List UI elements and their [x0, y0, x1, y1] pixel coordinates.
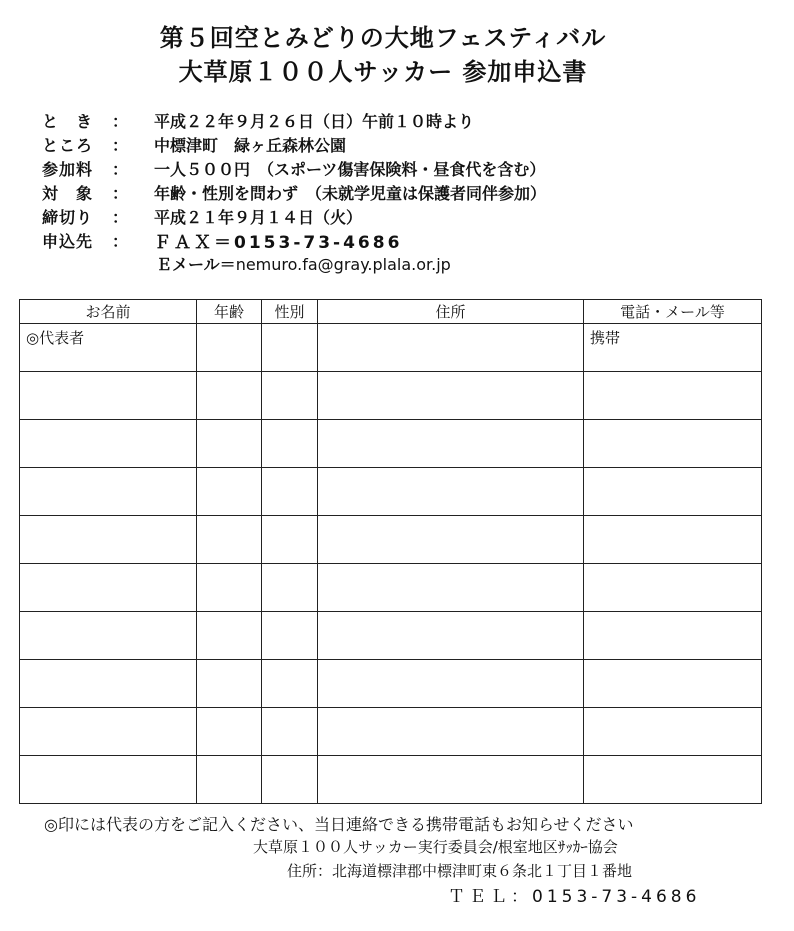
info-value: 年齢・性別を問わず （未就学児童は保護者同伴参加）: [154, 183, 547, 203]
name-cell[interactable]: [20, 372, 197, 420]
gender-cell[interactable]: [262, 516, 318, 564]
gender-cell[interactable]: [262, 756, 318, 804]
table-row: [20, 660, 762, 708]
address-cell[interactable]: [318, 372, 584, 420]
address-cell[interactable]: [318, 756, 584, 804]
info-label: 対 象: [42, 183, 94, 203]
gender-cell[interactable]: [262, 708, 318, 756]
name-cell[interactable]: [20, 756, 197, 804]
table-row: [20, 516, 762, 564]
header-address: 住所: [318, 300, 584, 324]
info-colon: ：: [112, 183, 129, 203]
gender-cell[interactable]: [262, 564, 318, 612]
gender-cell[interactable]: [262, 468, 318, 516]
age-cell[interactable]: [197, 564, 262, 612]
address-cell[interactable]: [318, 324, 584, 372]
gender-cell[interactable]: [262, 660, 318, 708]
representative-mark: ◎代表者: [26, 329, 85, 347]
info-value: 平成２１年９月１４日（火）: [154, 207, 363, 227]
contact-cell[interactable]: [584, 756, 762, 804]
gender-cell[interactable]: [262, 420, 318, 468]
contact-cell[interactable]: [584, 468, 762, 516]
contact-cell[interactable]: [584, 708, 762, 756]
info-label: 申込先: [42, 231, 94, 251]
table-row: [20, 612, 762, 660]
table-row: [20, 564, 762, 612]
header-name: お名前: [20, 300, 197, 324]
info-label: 参加料: [42, 159, 94, 179]
address-cell[interactable]: [318, 420, 584, 468]
contact-cell[interactable]: [584, 516, 762, 564]
address-cell[interactable]: [318, 708, 584, 756]
name-cell[interactable]: [20, 612, 197, 660]
gender-cell[interactable]: [262, 372, 318, 420]
name-cell[interactable]: [20, 324, 197, 372]
footer-note: ◎印には代表の方をご記入ください、当日連絡できる携帯電話もお知らせください: [44, 815, 634, 834]
age-cell[interactable]: [197, 708, 262, 756]
table-row: [20, 708, 762, 756]
info-value: 中標津町 緑ヶ丘森林公園: [154, 135, 347, 155]
email-label: Ｅメール＝: [156, 255, 236, 274]
table-row: [20, 372, 762, 420]
gender-cell[interactable]: [262, 324, 318, 372]
organizer: 大草原１００人サッカー実行委員会/根室地区ｻｯｶｰ協会: [253, 838, 618, 856]
gender-cell[interactable]: [262, 612, 318, 660]
age-cell[interactable]: [197, 660, 262, 708]
info-row-deadline: [42, 204, 546, 228]
table-row: [20, 420, 762, 468]
entry-table: [19, 299, 762, 804]
age-cell[interactable]: [197, 612, 262, 660]
info-row-fee: [42, 156, 546, 180]
name-cell[interactable]: [20, 420, 197, 468]
table-row-representative: [20, 324, 762, 372]
address-cell[interactable]: [318, 564, 584, 612]
info-row-apply: [42, 228, 546, 252]
contact-cell[interactable]: [584, 324, 762, 372]
mobile-label: 携帯: [590, 329, 621, 347]
info-colon: ：: [112, 135, 129, 155]
organizer-address: 住所：北海道標津郡中標津町東６条北１丁目１番地: [287, 862, 633, 880]
contact-cell[interactable]: [584, 660, 762, 708]
table-row: [20, 468, 762, 516]
email-address: nemuro.fa@gray.plala.or.jp: [235, 255, 451, 274]
address-cell[interactable]: [318, 612, 584, 660]
name-cell[interactable]: [20, 564, 197, 612]
form-title: 第５回空とみどりの大地フェスティバル: [159, 24, 607, 52]
name-cell[interactable]: [20, 468, 197, 516]
info-value: 一人５００円 （スポーツ傷害保険料・昼食代を含む）: [154, 159, 546, 179]
age-cell[interactable]: [197, 324, 262, 372]
name-cell[interactable]: [20, 516, 197, 564]
contact-cell[interactable]: [584, 420, 762, 468]
contact-cell[interactable]: [584, 372, 762, 420]
age-cell[interactable]: [197, 468, 262, 516]
age-cell[interactable]: [197, 756, 262, 804]
header-age: 年齢: [197, 300, 262, 324]
form-subtitle: 大草原１００人サッカー 参加申込書: [178, 58, 588, 86]
email-contact: [156, 252, 451, 275]
name-cell[interactable]: [20, 708, 197, 756]
address-cell[interactable]: [318, 468, 584, 516]
info-value: 平成２２年９月２６日（日）午前１０時より: [154, 111, 475, 131]
address-cell[interactable]: [318, 516, 584, 564]
table-header-row: [20, 300, 762, 324]
info-colon: ：: [112, 207, 129, 227]
info-label: と き: [42, 111, 94, 131]
age-cell[interactable]: [197, 420, 262, 468]
name-cell[interactable]: [20, 660, 197, 708]
info-row-place: [42, 132, 546, 156]
age-cell[interactable]: [197, 516, 262, 564]
info-colon: ：: [112, 111, 129, 131]
organizer-tel: ＴＥＬ：0153-73-4686: [448, 887, 701, 907]
info-row-target: [42, 180, 546, 204]
fax-number: ＦＡＸ＝0153-73-4686: [154, 232, 403, 253]
contact-cell[interactable]: [584, 564, 762, 612]
info-colon: ：: [112, 231, 129, 251]
info-label: ところ: [42, 135, 94, 155]
event-info: [42, 108, 546, 252]
contact-cell[interactable]: [584, 612, 762, 660]
age-cell[interactable]: [197, 372, 262, 420]
info-label: 締切り: [42, 207, 94, 227]
table-row: [20, 756, 762, 804]
header-contact: 電話・メール等: [584, 300, 762, 324]
address-cell[interactable]: [318, 660, 584, 708]
info-colon: ：: [112, 159, 129, 179]
header-gender: 性別: [262, 300, 318, 324]
info-row-date: [42, 108, 546, 132]
